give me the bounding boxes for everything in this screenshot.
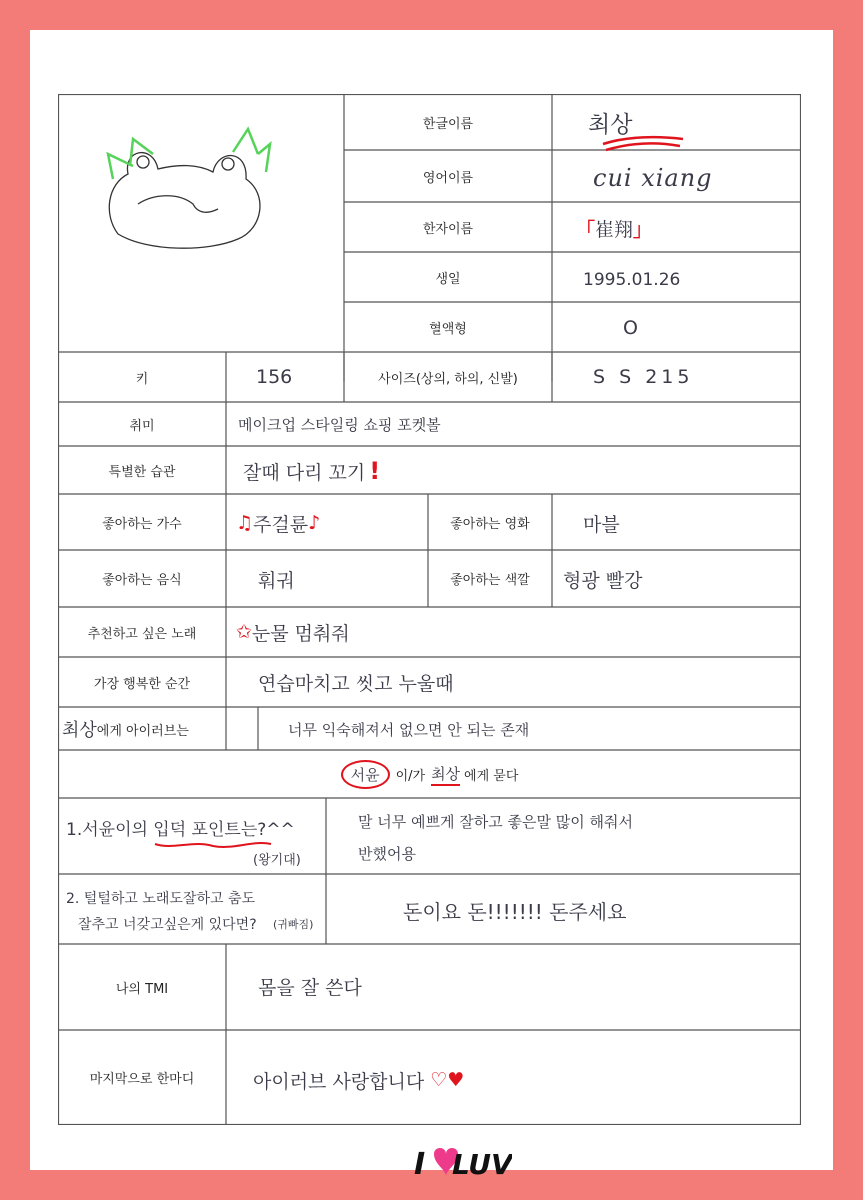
music-note-icon: ♫	[236, 512, 254, 534]
chinese-name-text: 崔翔	[595, 218, 634, 241]
exclaim-icon: !	[369, 457, 381, 485]
profile-sheet	[30, 30, 833, 1182]
value-fav-food: 훠궈	[258, 569, 295, 592]
label-korean-name: 한글이름	[422, 116, 474, 132]
value-height: 156	[256, 366, 293, 388]
q2-question-line2: 잘추고 너갖고싶은게 있다면?	[78, 917, 257, 933]
ask-mid: 이/가	[395, 768, 426, 784]
label-fav-color: 좋아하는 색깔	[450, 573, 530, 588]
value-tmi: 몸을 잘 쓴다	[258, 976, 362, 999]
q2-sign: (귀빠짐)	[273, 918, 314, 931]
recommend-song-text: 눈물 멈춰줘	[251, 622, 350, 645]
iluv-logo	[412, 1142, 512, 1182]
heart-icon: ♡♥	[430, 1069, 465, 1091]
ilove-answer: 너무 익숙해져서 없으면 안 되는 존재	[288, 720, 530, 739]
value-korean-name: 최상	[588, 111, 633, 138]
value-habit	[243, 452, 380, 490]
label-happiest: 가장 행복한 순간	[93, 676, 191, 692]
q2-answer: 돈이요 돈!!!!!!! 돈주세요	[403, 899, 627, 924]
value-fav-singer	[236, 504, 320, 542]
label-blood-type: 혈액형	[429, 321, 467, 337]
asker-name: 서윤	[341, 760, 390, 789]
label-fav-singer: 좋아하는 가수	[102, 516, 182, 532]
label-fav-food: 좋아하는 음식	[102, 573, 182, 588]
value-last-word	[253, 1060, 464, 1100]
profile-form	[58, 94, 801, 1125]
star-icon: ✩	[236, 621, 252, 643]
q2-question-line1: 2. 털털하고 노래도잘하고 춤도	[66, 891, 255, 907]
label-size: 사이즈(상의, 하의, 신발)	[378, 371, 518, 387]
label-fav-movie: 좋아하는 영화	[450, 516, 530, 532]
q1-question: 1.서윤이의 입덕 포인트는?^^	[66, 819, 295, 840]
q1-answer-line2: 반했어용	[358, 844, 416, 863]
value-recommend-song	[236, 614, 350, 650]
label-habit: 특별한 습관	[108, 464, 176, 480]
frog-doodle-icon	[98, 124, 278, 254]
value-fav-movie: 마블	[583, 513, 620, 536]
name-underline-icon	[598, 134, 688, 154]
logo-right: LUV	[452, 1148, 512, 1181]
ilove-label	[62, 712, 189, 746]
value-size: S S 215	[593, 366, 694, 388]
ask-row	[58, 750, 801, 798]
value-birthday: 1995.01.26	[583, 270, 681, 290]
music-note-icon: ♪	[308, 512, 321, 534]
label-english-name: 영어이름	[422, 170, 474, 186]
fav-singer-text: 주걸륜	[253, 513, 309, 536]
value-happiest: 연습마치고 씻고 누울때	[258, 672, 454, 695]
label-height: 키	[135, 371, 149, 387]
q1-sign: (왕기대)	[253, 852, 301, 868]
ilove-label-suffix: 에게 아이러브는	[96, 723, 189, 739]
value-english-name: cui xiang	[593, 164, 713, 192]
q1-answer-line1: 말 너무 예쁘게 잘하고 좋은말 많이 해줘서	[358, 812, 633, 831]
value-chinese-name: 「 崔翔 」	[576, 208, 652, 248]
ask-target: 최상	[431, 763, 460, 786]
label-tmi: 나의 TMI	[115, 981, 169, 997]
label-chinese-name: 한자이름	[422, 221, 474, 237]
value-blood-type: O	[623, 317, 638, 339]
label-birthday: 생일	[435, 271, 461, 287]
value-hobby: 메이크업 스타일링 쇼핑 포켓볼	[238, 415, 441, 434]
label-hobby: 취미	[129, 418, 155, 434]
last-word-text: 아이러브 사랑합니다	[253, 1070, 425, 1093]
label-recommend-song: 추천하고 싶은 노래	[87, 626, 197, 642]
ask-suffix: 에게 묻다	[464, 768, 519, 784]
ilove-member-name: 최상	[62, 720, 97, 741]
logo-left: I	[414, 1147, 426, 1182]
value-fav-color: 형광 빨강	[563, 569, 643, 592]
label-last-word: 마지막으로 한마디	[89, 1072, 195, 1087]
habit-text: 잘때 다리 꼬기	[243, 461, 366, 484]
